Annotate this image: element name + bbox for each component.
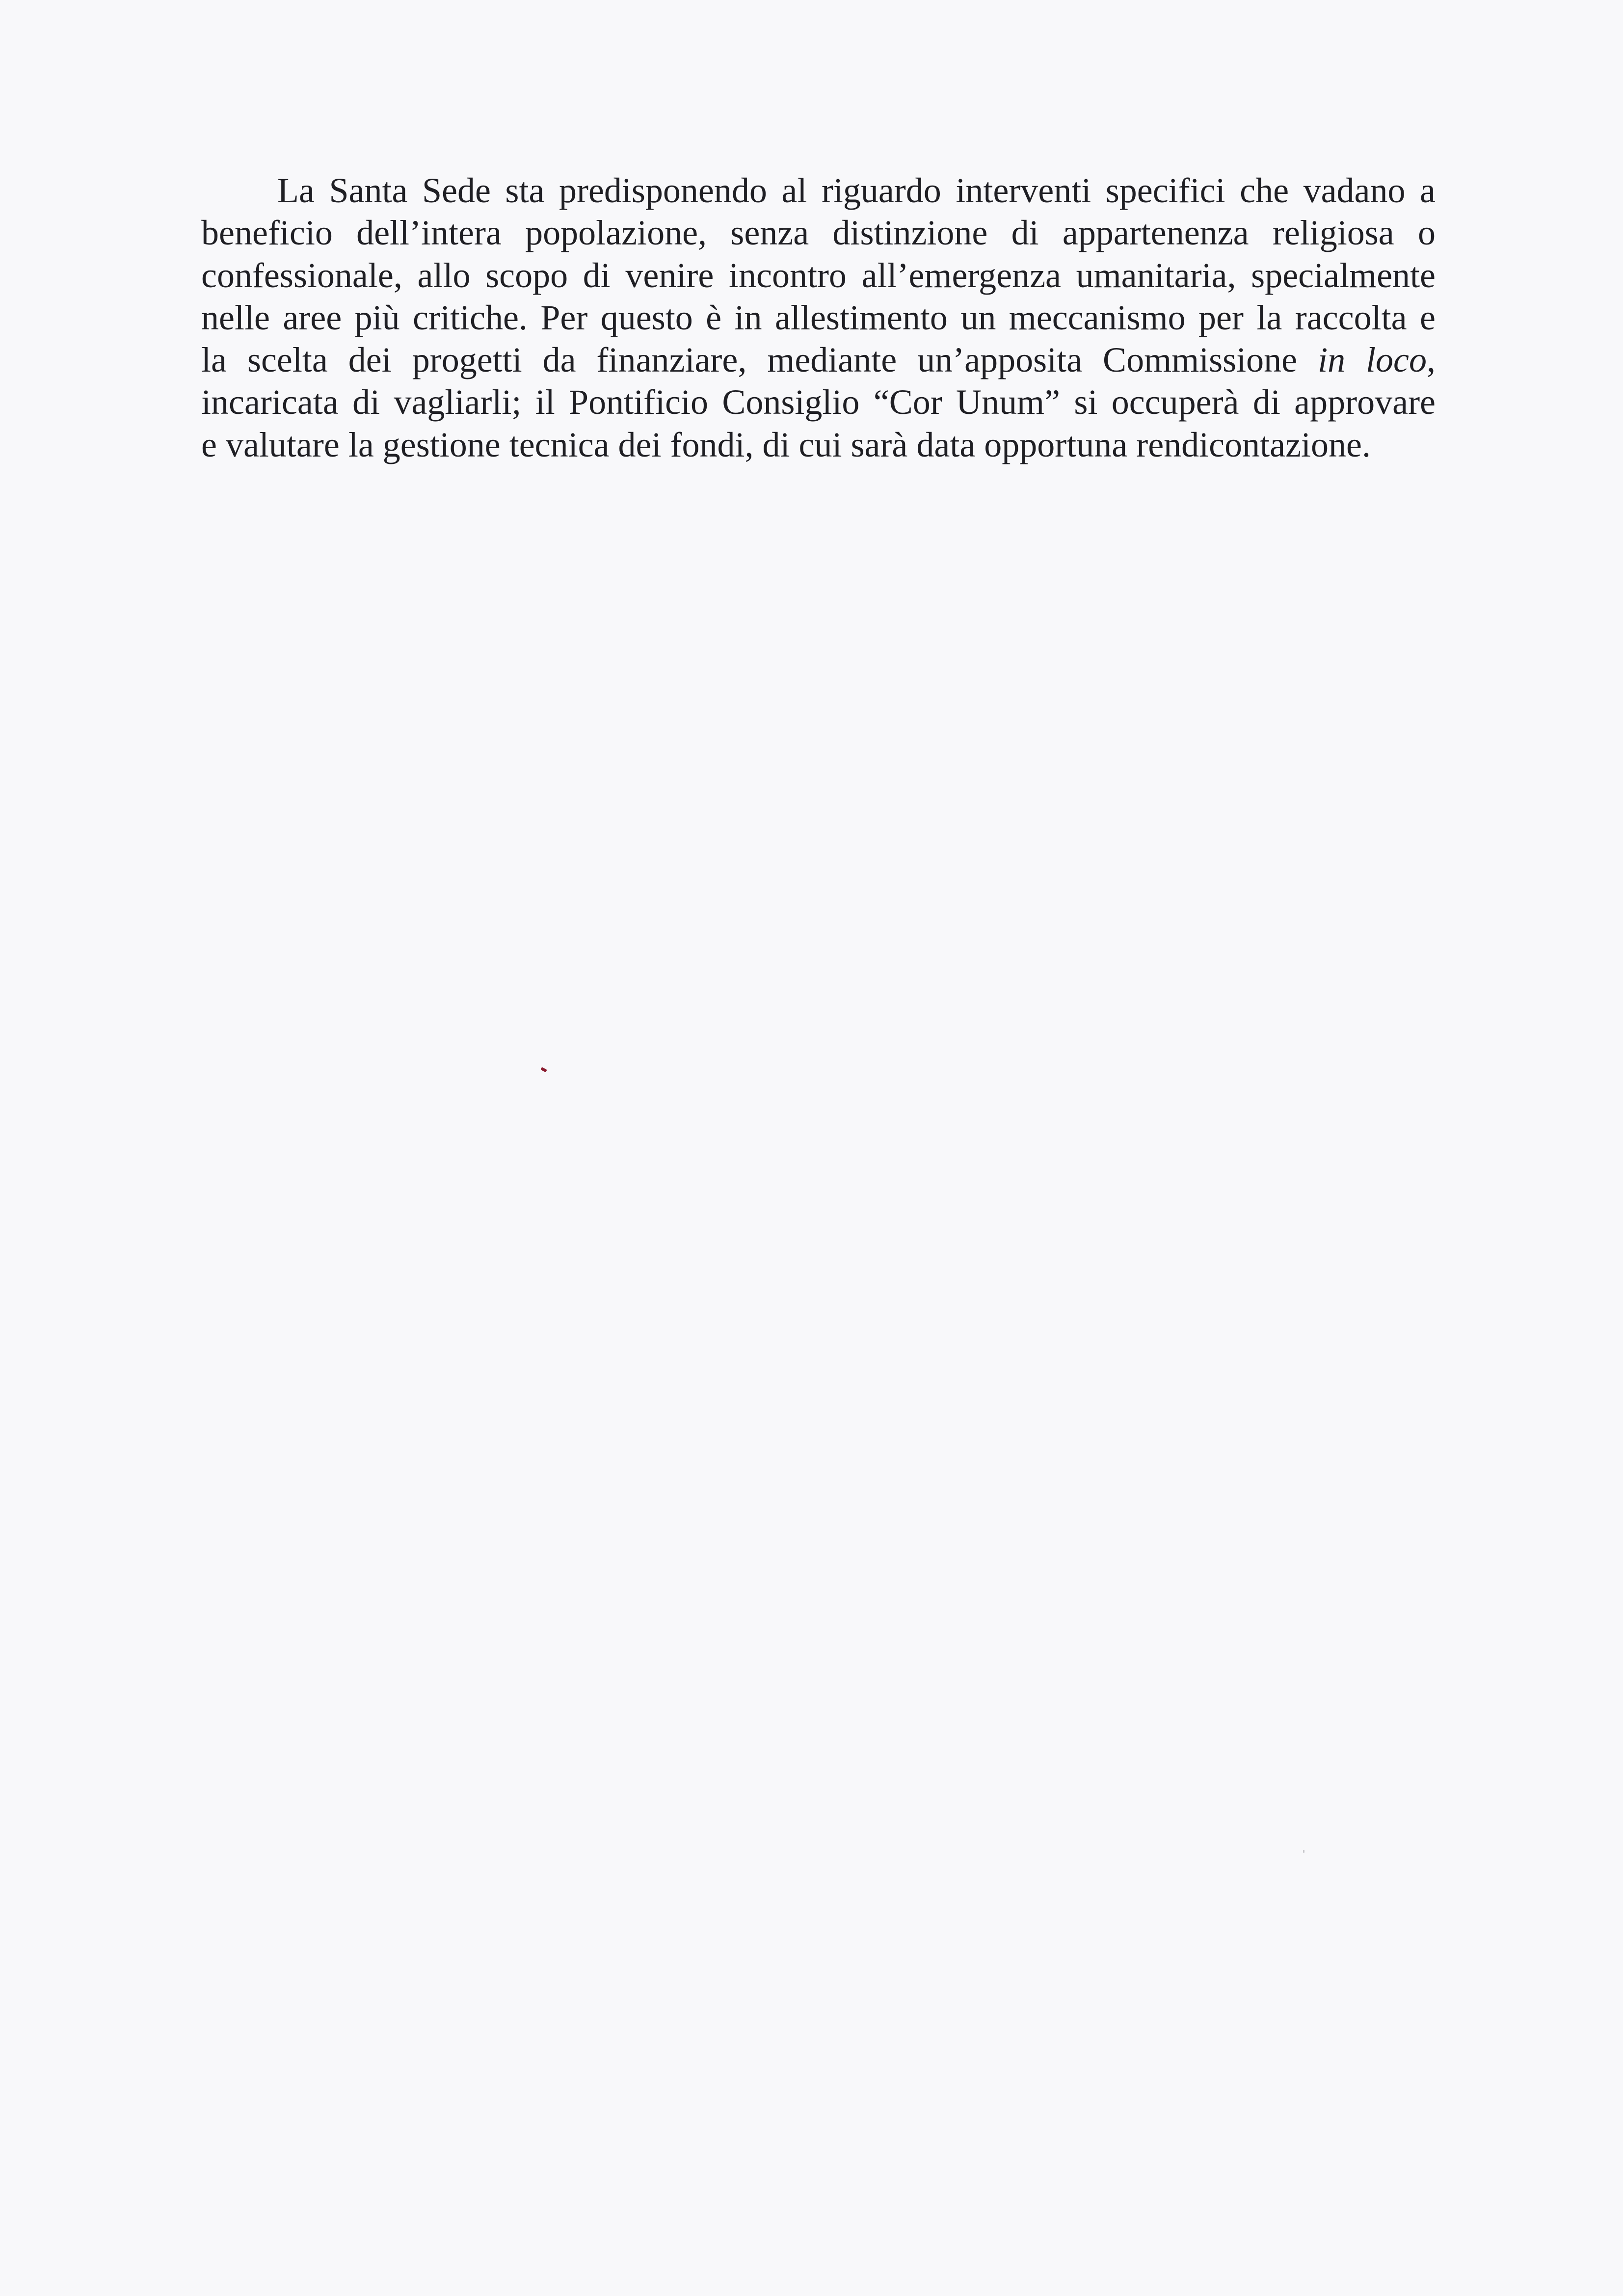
paragraph-line-4: nelle aree più critiche. Per questo è in allestimento un meccanismo per la raccolta e [201, 297, 1436, 337]
paragraph-line-3: confessionale, allo scopo di venire incontro all’emergenza umanitaria, specialmente [201, 255, 1436, 295]
paragraph-line-5-suffix: , [1427, 340, 1436, 380]
paragraph-line-6: incaricata di vagliarli; il Pontificio Consiglio “Cor Unum” si occuperà di approvare [201, 382, 1436, 422]
body-paragraph [201, 169, 1436, 466]
paragraph-line-5 [201, 339, 1436, 381]
paper-speck [1303, 1850, 1304, 1853]
paragraph-line-5-text: la scelta dei progetti da finanziare, mediante un’apposita Commissione [201, 340, 1318, 380]
ink-mark [540, 1067, 547, 1073]
paragraph-line-2: beneficio dell’intera popolazione, senza distinzione di appartenenza religiosa o [201, 213, 1436, 253]
paragraph-line-7: e valutare la gestione tecnica dei fondi, di cui sarà data opportuna rendicontazione. [201, 425, 1371, 464]
paragraph-line-1: La Santa Sede sta predisponendo al riguardo interventi specifici che vadano a [277, 171, 1436, 210]
italic-phrase: in loco [1318, 340, 1427, 380]
